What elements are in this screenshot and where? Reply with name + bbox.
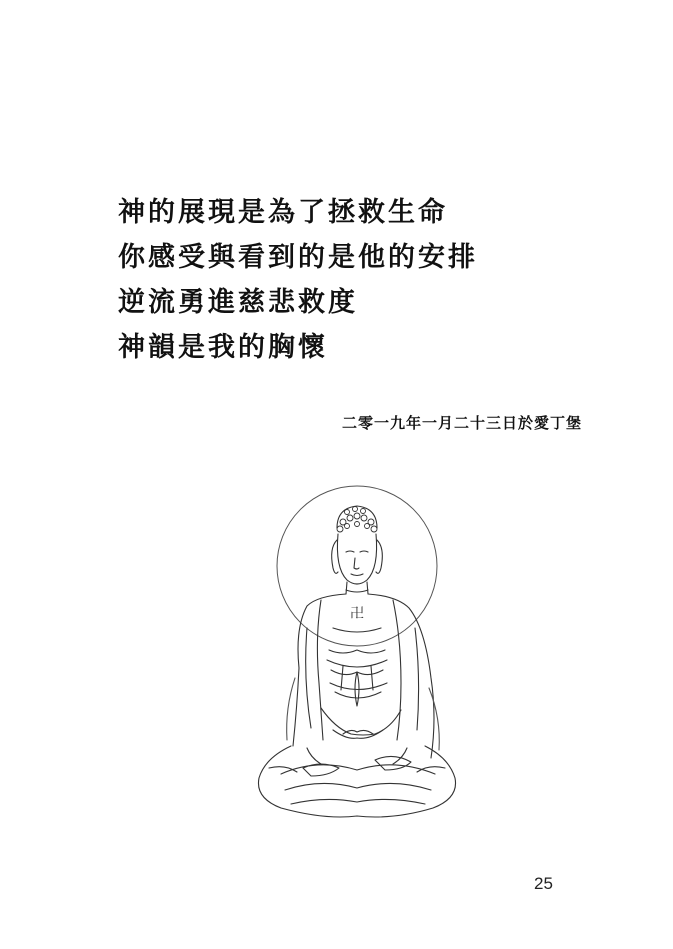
hair-curls bbox=[337, 507, 377, 533]
poem-line-4: 神韻是我的胸懷 bbox=[118, 332, 328, 363]
poem-line-3: 逆流勇進慈悲救度 bbox=[118, 287, 358, 318]
face bbox=[337, 534, 376, 584]
robe-left bbox=[293, 594, 346, 746]
dateline: 二零一九年一月二十三日於愛丁堡 bbox=[341, 414, 582, 432]
chest-symbol: 卍 bbox=[350, 606, 364, 622]
poem-line-1: 神的展現是為了拯救生命 bbox=[118, 197, 448, 228]
poem bbox=[118, 190, 638, 370]
poem-line-2: 你感受與看到的是他的安排 bbox=[118, 242, 478, 273]
buddha-illustration bbox=[225, 478, 475, 853]
page-number: 25 bbox=[534, 874, 553, 893]
legs bbox=[258, 746, 455, 817]
